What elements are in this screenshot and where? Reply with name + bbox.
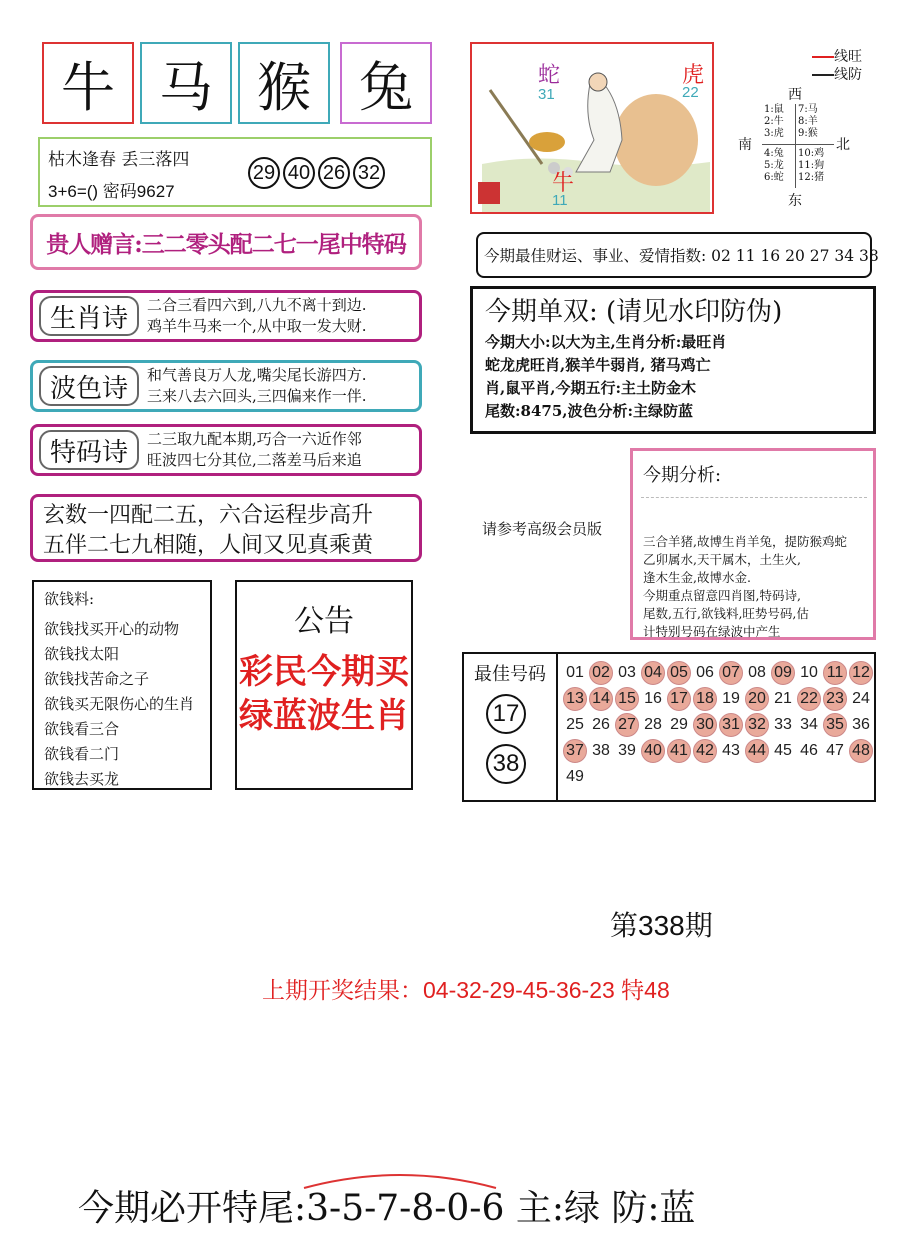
grid-number: 25: [566, 716, 584, 733]
verse-box: [30, 494, 422, 562]
best-pick: 38: [486, 744, 526, 784]
riddle-ball: 29: [248, 157, 280, 189]
grid-number: 20: [745, 687, 769, 711]
snake-label: 蛇: [538, 63, 561, 88]
grid-number: 22: [797, 687, 821, 711]
compass-item: 11:狗: [798, 160, 825, 171]
compass-item: 9:猴: [798, 128, 818, 139]
notice-title: 公告: [294, 604, 354, 639]
grid-number: 01: [566, 664, 584, 681]
grid-number: 12: [849, 661, 873, 685]
grid-number: 29: [670, 716, 688, 733]
compass-item: 5:龙: [764, 160, 784, 171]
money-item: 欲钱去买龙: [44, 770, 120, 788]
riddle-ball: 40: [283, 157, 315, 189]
number-grid: [562, 660, 874, 790]
tiger-number: 22: [682, 84, 699, 101]
grid-number: 11: [823, 661, 847, 685]
grid-number: 42: [693, 739, 717, 763]
poem-line: 二合三看四六到,八九不离十到边.: [147, 296, 367, 314]
single-double-line: 肖,鼠平肖,今期五行:主土防金木: [485, 379, 696, 397]
poem-special: [30, 424, 422, 476]
compass-item: 6:蛇: [764, 172, 784, 183]
grid-number: 24: [852, 690, 870, 707]
compass-item: 3:虎: [764, 128, 784, 139]
grid-number: 17: [667, 687, 691, 711]
zodiac-box-1: 牛: [42, 42, 134, 124]
best-numbers-box: [462, 652, 876, 802]
analysis-lines: [643, 533, 847, 641]
grid-number: 36: [852, 716, 870, 733]
analysis-line: 乙卯属水,天干属木，土生火,: [643, 552, 801, 567]
analysis-title: 今期分析:: [643, 465, 722, 486]
compass-north: 北: [836, 137, 850, 153]
compass-right-top: [798, 104, 818, 140]
verse-line-1: 玄数一四配二五，六合运程步高升: [43, 503, 374, 528]
analysis-line: 三合羊猪,故博生肖羊兔，提防猴鸡蛇: [643, 534, 847, 549]
compass-item: 4:兔: [764, 148, 784, 159]
ox-number: 11: [552, 192, 568, 209]
grid-number: 02: [589, 661, 613, 685]
money-list: [44, 617, 210, 792]
riddle-line-2: 3+6=() 密码9627: [48, 182, 175, 201]
grid-number: 13: [563, 687, 587, 711]
grid-number: 08: [748, 664, 766, 681]
riddle-balls: [248, 157, 388, 189]
grid-number: 19: [722, 690, 740, 707]
compass-south: 南: [738, 137, 752, 153]
legend-prosper: 线旺: [812, 48, 862, 66]
analysis-note: 请参考高级会员版: [482, 520, 603, 538]
money-title: 欲钱料:: [44, 590, 95, 608]
poem-tag: 特码诗: [39, 430, 139, 470]
poem-line: 三来八去六回头,三四偏来作一伴.: [147, 387, 367, 405]
grid-number: 09: [771, 661, 795, 685]
analysis-line: 今期重点留意四肖图,特码诗,: [643, 588, 801, 603]
legend-guard: 线防: [812, 66, 862, 84]
compass-item: 8:羊: [798, 116, 818, 127]
money-item: 欲钱找太阳: [44, 645, 120, 663]
poem-zodiac: [30, 290, 422, 342]
money-item: 欲钱看二门: [44, 745, 120, 763]
grid-number: 41: [667, 739, 691, 763]
notice-box: [235, 580, 413, 790]
compass-legend: [812, 48, 862, 84]
grid-number: 46: [800, 742, 818, 759]
single-double-box: [470, 286, 876, 434]
grid-number: 15: [615, 687, 639, 711]
issue-number: 第338期: [610, 910, 713, 941]
gift-words-box: [30, 214, 422, 270]
last-result: 上期开奖结果：04-32-29-45-36-23 特48: [262, 977, 670, 1003]
compass-item: 12:猪: [798, 172, 825, 183]
grid-number: 35: [823, 713, 847, 737]
grid-number: 28: [644, 716, 662, 733]
analysis-line: 逢木生金,故博水金.: [643, 570, 751, 585]
compass-item: 10:鸡: [798, 148, 825, 159]
grid-number: 23: [823, 687, 847, 711]
poem-color: [30, 360, 422, 412]
compass-left-bottom: [764, 148, 784, 184]
grid-number: 30: [693, 713, 717, 737]
riddle-ball: 26: [318, 157, 350, 189]
compass-right-bottom: [798, 148, 824, 184]
zodiac-box-4: 兔: [340, 42, 432, 124]
compass-item: 7:马: [798, 104, 818, 115]
grid-number: 21: [774, 690, 792, 707]
riddle-ball: 32: [353, 157, 385, 189]
special-tail: 今期必开特尾:3-5-7-8-0-6 主:绿 防:蓝: [78, 1188, 696, 1229]
compass-item: 2:牛: [764, 116, 784, 127]
best-numbers-title: 最佳号码: [474, 664, 546, 685]
single-double-title: 今期单双: (请见水印防伪): [485, 297, 783, 327]
ox-label: 牛: [552, 171, 575, 196]
grid-number: 03: [618, 664, 636, 681]
money-item: 欲钱找苦命之子: [44, 670, 150, 688]
zodiac-box-2: 马: [140, 42, 232, 124]
grid-number: 45: [774, 742, 792, 759]
money-item: 欲钱买无限伤心的生肖: [44, 695, 195, 713]
grid-number: 37: [563, 739, 587, 763]
index-bar: [476, 232, 879, 278]
analysis-line: 计特别号码在绿波中产生: [643, 624, 781, 639]
poem-line: 旺波四七分其位,二落差马后来追: [147, 451, 362, 469]
grid-number: 10: [800, 664, 818, 681]
grid-number: 06: [696, 664, 714, 681]
verse-line-2: 五伴二七九相随，人间又见真乘黄: [43, 533, 374, 558]
grid-number: 26: [592, 716, 610, 733]
money-item: 欲钱找买开心的动物: [44, 620, 180, 638]
compass-east: 东: [788, 193, 802, 209]
scene-illustration: [472, 44, 712, 212]
poem-line: 鸡羊牛马来一个,从中取一发大财.: [147, 317, 367, 335]
compass: [738, 84, 858, 210]
poem-tag: 波色诗: [39, 366, 139, 406]
notice-line-2: 绿蓝波生肖: [239, 696, 409, 736]
single-double-line: 蛇龙虎旺肖,猴羊牛弱肖, 猪马鸡亡: [485, 356, 711, 374]
grid-number: 05: [667, 661, 691, 685]
poem-tag: 生肖诗: [39, 296, 139, 336]
money-box: [32, 580, 212, 790]
notice-line-1: 彩民今期买: [239, 652, 409, 692]
single-double-lines: [485, 331, 873, 423]
gift-words: 贵人赠言:三二零头配二七一尾中特码: [46, 230, 406, 258]
grid-number: 31: [719, 713, 743, 737]
grid-number: 40: [641, 739, 665, 763]
tiger-label: 虎: [682, 63, 705, 88]
grid-number: 47: [826, 742, 844, 759]
grid-number: 07: [719, 661, 743, 685]
single-double-line: 尾数:8475,波色分析:主绿防蓝: [485, 402, 694, 420]
grid-number: 27: [615, 713, 639, 737]
grid-number: 32: [745, 713, 769, 737]
grid-number: 14: [589, 687, 613, 711]
grid-number: 39: [618, 742, 636, 759]
poem-line: 二三取九配本期,巧合一六近作邻: [147, 430, 362, 448]
riddle-line-1: 枯木逢春 丢三落四: [48, 150, 190, 170]
grid-number: 33: [774, 716, 792, 733]
analysis-line: 尾数,五行,欲钱料,旺势号码,估: [643, 606, 809, 621]
grid-number: 44: [745, 739, 769, 763]
compass-left-top: [764, 104, 784, 140]
grid-number: 38: [592, 742, 610, 759]
single-double-line: 今期大小:以大为主,生肖分析:最旺肖: [485, 333, 727, 351]
grid-number: 43: [722, 742, 740, 759]
grid-number: 04: [641, 661, 665, 685]
picture-box: [470, 42, 714, 214]
zodiac-box-3: 猴: [238, 42, 330, 124]
analysis-box: [630, 448, 876, 640]
grid-number: 34: [800, 716, 818, 733]
snake-number: 31: [538, 86, 555, 103]
poem-line: 和气善良万人龙,嘴尖尾长游四方.: [147, 366, 367, 384]
best-pick: 17: [486, 694, 526, 734]
grid-number: 18: [693, 687, 717, 711]
index-text: 今期最佳财运、事业、爱情指数: 02 11 16 20 27 34 38: [484, 247, 879, 265]
money-item: 欲钱看三合: [44, 720, 120, 738]
grid-number: 48: [849, 739, 873, 763]
grid-number: 49: [566, 768, 584, 785]
riddle-box: [38, 137, 432, 207]
grid-number: 16: [644, 690, 662, 707]
compass-item: 1:鼠: [764, 104, 784, 115]
compass-west: 西: [788, 87, 802, 103]
